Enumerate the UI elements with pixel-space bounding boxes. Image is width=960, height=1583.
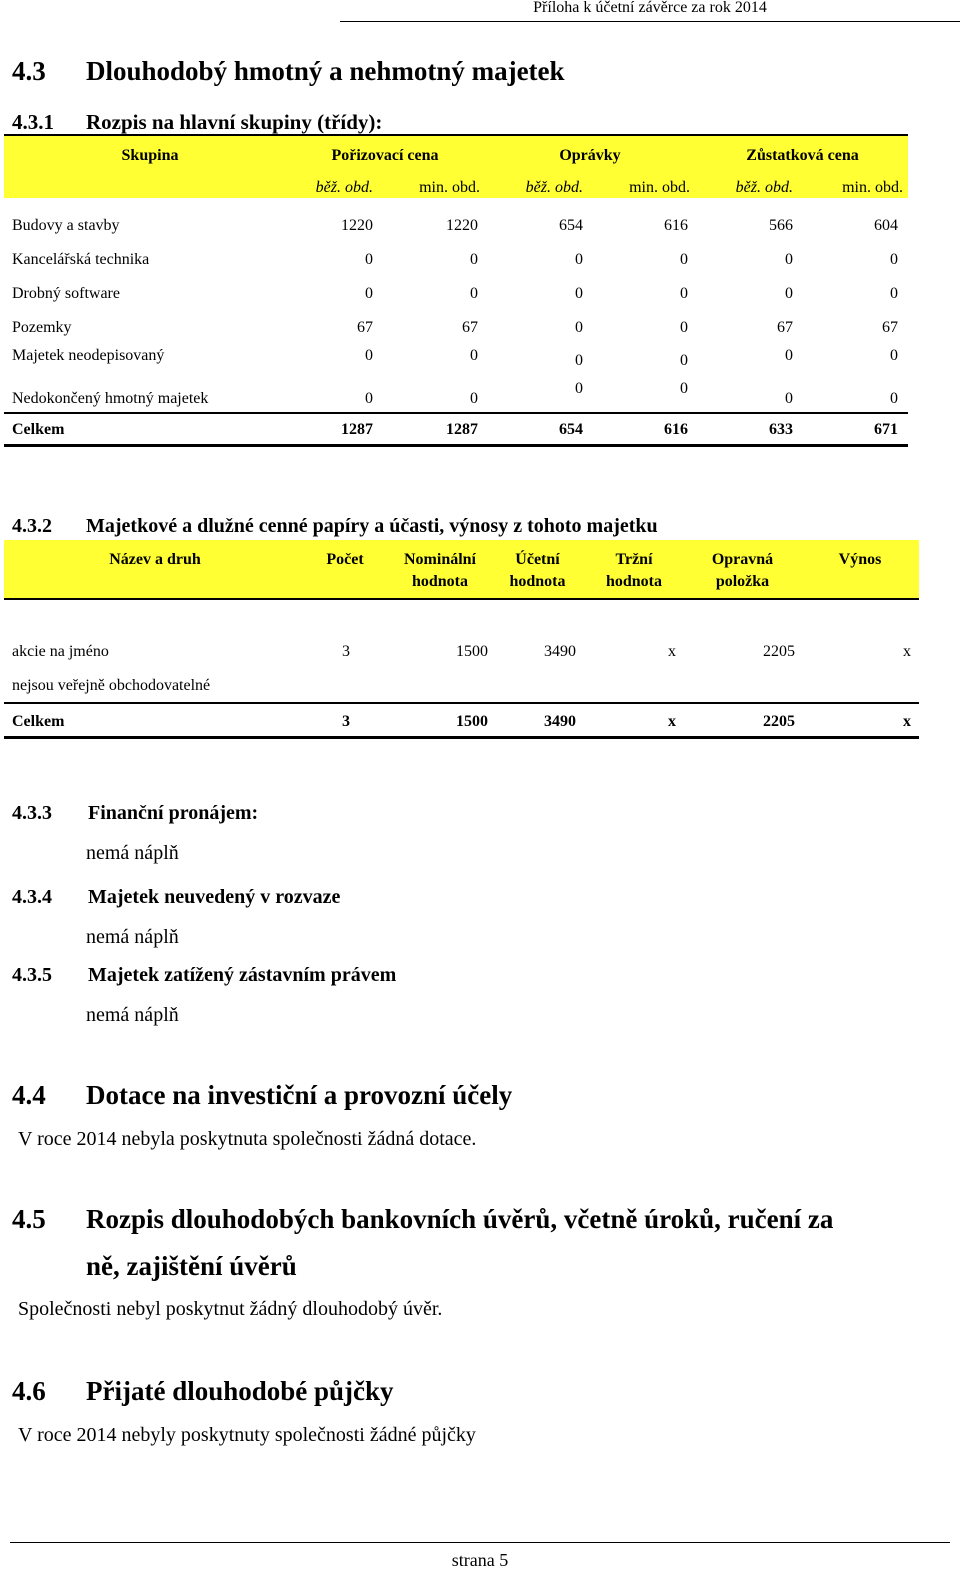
table-cell: 0 bbox=[890, 251, 898, 268]
table-cell: 0 bbox=[575, 251, 583, 268]
col-nazev: Název a druh bbox=[109, 551, 201, 568]
table-total-cell: 633 bbox=[769, 421, 793, 438]
col-opravna: položka bbox=[715, 573, 770, 590]
section-4-3-1-title: Rozpis na hlavní skupiny (třídy): bbox=[86, 110, 383, 134]
table-cell: x bbox=[668, 643, 676, 660]
table-top-rule bbox=[4, 134, 908, 136]
table-cell: 2205 bbox=[763, 643, 795, 660]
table-total-cell: 3 bbox=[342, 713, 350, 730]
section-4-5-number: 4.5 bbox=[12, 1204, 46, 1234]
table-cell: 67 bbox=[882, 319, 898, 336]
table-total-cell: 654 bbox=[559, 421, 583, 438]
col-ucetni: Účetní bbox=[515, 551, 560, 568]
table-cell: 0 bbox=[890, 390, 898, 407]
table-cell: 0 bbox=[470, 285, 478, 302]
section-4-4-title: Dotace na investiční a provozní účely bbox=[86, 1080, 513, 1110]
col-skupina: Skupina bbox=[121, 147, 179, 164]
table-cell: 1500 bbox=[456, 643, 488, 660]
table-cell: 0 bbox=[680, 251, 688, 268]
table-cell: 604 bbox=[874, 217, 898, 234]
table-total-cell: 1287 bbox=[446, 421, 478, 438]
footer-rule bbox=[10, 1542, 950, 1543]
col-ucetni: hodnota bbox=[509, 573, 566, 590]
section-4-3-3-text: nemá náplň bbox=[86, 842, 179, 864]
sub-header: min. obd. bbox=[629, 179, 690, 196]
table-cell: 0 bbox=[890, 347, 898, 364]
table-cell: 0 bbox=[470, 390, 478, 407]
col-nominalni: Nominální bbox=[403, 551, 476, 568]
section-4-3-number: 4.3 bbox=[12, 56, 46, 86]
section-4-3-3-title: Finanční pronájem: bbox=[88, 802, 259, 824]
table-cell: 0 bbox=[470, 251, 478, 268]
table-total-cell: 1500 bbox=[456, 713, 488, 730]
table-cell: x bbox=[903, 643, 911, 660]
table-row-label: akcie na jméno bbox=[12, 643, 109, 660]
table-row-label: Pozemky bbox=[12, 319, 72, 336]
table-cell: 3 bbox=[342, 643, 350, 660]
col-porizovaci-cena: Pořizovací cena bbox=[331, 147, 439, 164]
table-row-label: Kancelářská technika bbox=[12, 251, 150, 268]
table-cell: 616 bbox=[664, 217, 688, 234]
table-cell: 67 bbox=[462, 319, 478, 336]
table-cell: 0 bbox=[575, 285, 583, 302]
section-4-6-text: V roce 2014 nebyly poskytnuty společnosti žádné půjčky bbox=[18, 1424, 476, 1446]
table-cell: 1220 bbox=[446, 217, 478, 234]
table-cell: 0 bbox=[785, 251, 793, 268]
table-total-cell: x bbox=[903, 713, 911, 730]
table-cell: 0 bbox=[365, 251, 373, 268]
table-header-rule bbox=[4, 598, 919, 600]
table-row-label: Drobný software bbox=[12, 285, 120, 302]
table-total-cell: 2205 bbox=[763, 713, 795, 730]
table-cell: 0 bbox=[470, 347, 478, 364]
col-trzni: Tržní bbox=[615, 551, 653, 568]
table-cell: 0 bbox=[890, 285, 898, 302]
table-cell: 0 bbox=[785, 285, 793, 302]
table-cell: 0 bbox=[785, 347, 793, 364]
col-opravna: Opravná bbox=[711, 551, 774, 568]
col-opravky: Oprávky bbox=[559, 147, 621, 164]
section-4-4-number: 4.4 bbox=[12, 1080, 46, 1110]
sub-header: min. obd. bbox=[842, 179, 903, 196]
section-4-3-5-title: Majetek zatížený zástavním právem bbox=[88, 964, 397, 986]
table-cell: 0 bbox=[575, 319, 583, 336]
table-cell: 566 bbox=[769, 217, 793, 234]
sub-header: běž. obd. bbox=[735, 179, 793, 196]
table-cell: 0 bbox=[365, 285, 373, 302]
sub-header: min. obd. bbox=[419, 179, 480, 196]
section-4-3-4-number: 4.3.4 bbox=[12, 886, 52, 908]
table-total-rule bbox=[4, 412, 908, 414]
col-pocet: Počet bbox=[326, 551, 364, 568]
section-4-5-text: Společnosti nebyl poskytnut žádný dlouhodobý úvěr. bbox=[18, 1298, 443, 1320]
col-vynos: Výnos bbox=[838, 551, 882, 568]
table-cell: 67 bbox=[777, 319, 793, 336]
sub-header: běž. obd. bbox=[525, 179, 583, 196]
table-cell: 0 bbox=[680, 380, 688, 397]
table-bottom-rule bbox=[4, 736, 919, 739]
section-4-3-2-number: 4.3.2 bbox=[12, 515, 52, 537]
col-trzni: hodnota bbox=[605, 573, 663, 590]
section-4-3-3-number: 4.3.3 bbox=[12, 802, 52, 824]
section-4-5-title: Rozpis dlouhodobých bankovních úvěrů, včetně úroků, ručení za bbox=[86, 1204, 834, 1234]
table-cell: 0 bbox=[365, 347, 373, 364]
page-header: Příloha k účetní závěrce za rok 2014 bbox=[340, 0, 960, 22]
table-cell: 67 bbox=[357, 319, 373, 336]
table-total-cell: x bbox=[668, 713, 676, 730]
table-total-rule bbox=[4, 702, 919, 704]
table-total-cell: 616 bbox=[664, 421, 688, 438]
table-cell: 654 bbox=[559, 217, 583, 234]
table-total-label: Celkem bbox=[12, 713, 65, 730]
section-4-6-number: 4.6 bbox=[12, 1376, 46, 1406]
table-cell: 0 bbox=[680, 352, 688, 369]
table-row-label: Majetek neodepisovaný bbox=[12, 347, 165, 364]
table-cell: 3490 bbox=[544, 643, 576, 660]
col-nominalni: hodnota bbox=[411, 573, 469, 590]
table-cell: 0 bbox=[785, 390, 793, 407]
table-bottom-rule bbox=[4, 444, 908, 447]
col-zustatkova-cena: Zůstatková cena bbox=[746, 147, 859, 164]
section-4-3-1-number: 4.3.1 bbox=[12, 110, 54, 134]
table-cell: 0 bbox=[680, 285, 688, 302]
section-4-6-title: Přijaté dlouhodobé půjčky bbox=[86, 1376, 394, 1406]
table-row-label: Nedokončený hmotný majetek bbox=[12, 390, 209, 407]
table-total-cell: 3490 bbox=[544, 713, 576, 730]
section-4-3-title: Dlouhodobý hmotný a nehmotný majetek bbox=[86, 56, 565, 86]
page-number: strana 5 bbox=[451, 1550, 509, 1570]
table-row-label-2: nejsou veřejně obchodovatelné bbox=[12, 677, 211, 694]
section-4-3-5-text: nemá náplň bbox=[86, 1004, 179, 1026]
table-row-label: Budovy a stavby bbox=[12, 217, 120, 234]
table-cell: 1220 bbox=[341, 217, 373, 234]
section-4-3-4-text: nemá náplň bbox=[86, 926, 179, 948]
table-cell: 0 bbox=[575, 380, 583, 397]
sub-header: běž. obd. bbox=[315, 179, 373, 196]
section-4-5-title-line2: ně, zajištění úvěrů bbox=[86, 1251, 297, 1281]
table-total-cell: 1287 bbox=[341, 421, 373, 438]
section-4-4-text: V roce 2014 nebyla poskytnuta společnosti žádná dotace. bbox=[18, 1128, 477, 1150]
table-cell: 0 bbox=[680, 319, 688, 336]
table-cell: 0 bbox=[365, 390, 373, 407]
section-4-3-2-title: Majetkové a dlužné cenné papíry a účasti, výnosy z tohoto majetku bbox=[86, 515, 658, 537]
table-total-label: Celkem bbox=[12, 421, 65, 438]
table-cell: 0 bbox=[575, 352, 583, 369]
section-4-3-5-number: 4.3.5 bbox=[12, 964, 52, 986]
section-4-3-4-title: Majetek neuvedený v rozvaze bbox=[88, 886, 341, 908]
table-total-cell: 671 bbox=[874, 421, 898, 438]
